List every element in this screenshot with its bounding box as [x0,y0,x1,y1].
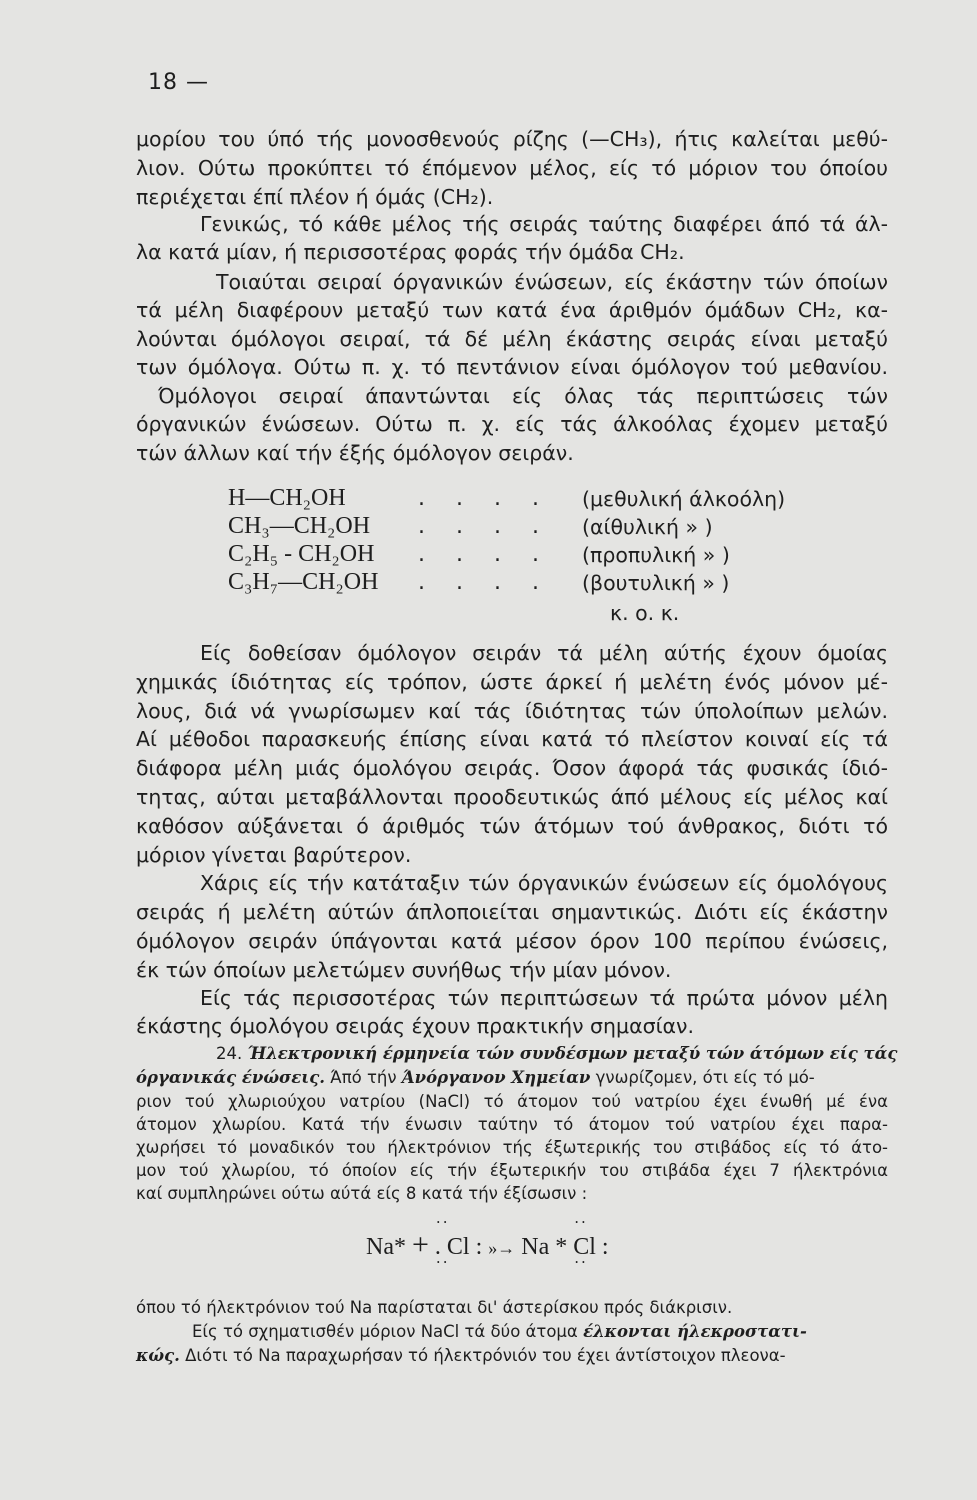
text-line: Γενικώς, τό κάθε μέλος τής σειράς ταύτης διαφέρει άπό τά άλ- [200,212,888,236]
text-line: λα κατά μίαν, ή περισσοτέρας φοράς τήν όμάδα CH₂. [136,240,685,264]
sodium-symbol: Na [521,1234,550,1260]
text-line: έκάστης όμολόγου σειράς έχουν πρακτικήν σημασίαν. [136,1014,695,1038]
text-line [192,1322,888,1341]
text-line: Τοιαύται σειραί όργανικών ένώσεων, είς έκάστην τών όποίων [216,270,888,294]
text-line: μορίου του ύπό τής μονοσθενούς ρίζης (—CH₃), ήτις καλείται μεθύ- [136,127,888,151]
text-line: χημικάς ίδιότητας είς τρόπον, ώστε άρκεί ή μελέτη ένός μόνον μέ- [136,670,888,694]
text-line: μον τού χλωρίου, τό όποίον είς τήν έξωτερικήν του στιβάδα έχει 7 ήλεκτρόνια [136,1161,888,1180]
formula-ethanol: CH₃—CH₂OH [228,513,371,539]
text-line: λους, διά νά γνωρίσωμεν καί τάς ίδιότητας τών ύπολοίπων μελών. [136,699,888,723]
sodium-symbol: Na* [366,1234,406,1260]
text-line: των όμόλογα. Ούτω π. χ. τό πεντάνιον είναι όμόλογον τού μεθανίου. [136,355,888,379]
text-line: Είς δοθείσαν όμόλογον σειράν τά μέλη αύτής έχουν όμοίας [200,641,888,665]
text-span: Είς τό σχηματισθέν μόριον NaCl τά δύο άτομα [192,1322,578,1341]
italic-term: έλκονται ήλεκροστατι- [583,1322,807,1341]
formula-methanol: H—CH₂OH [228,485,346,511]
section-number: 24. [216,1044,243,1063]
text-span: γνωρίζομεν, ότι είς τό μό- [595,1068,815,1087]
text-line: άτομον χλωρίου. Κατά τήν ένωσιν ταύτην τό άτομον τού νατρίου έχει παρα- [136,1115,888,1134]
compound-name: (προπυλική » ) [582,543,730,567]
leader-dots: . . . . [418,542,551,567]
compound-name: (βουτυλική » ) [582,571,730,595]
text-line: χωρήσει τό μοναδικόν του ήλεκτρόνιον τής έξωτερικής του στιβάδος είς τό άτο- [136,1138,888,1157]
text-line: λούνται όμόλογοι σειραί, τά δέ μέλη έκάστης σειράς είναι μεταξύ [136,327,888,351]
text-line: καί συμπληρώνει ούτω αύτά είς 8 κατά τήν έξίσωσιν : [136,1184,588,1203]
book-title: Άνόργανον Χημείαν [401,1068,591,1087]
series-end: κ. ο. κ. [610,601,680,625]
text-line: τά μέλη διαφέρουν μεταξύ των κατά ένα άριθμόν όμάδων CH₂, κα- [136,298,888,322]
text-line: καθόσον αύξάνεται ό άριθμός τών άτόμων τού άνθρακος, διότι τό [136,814,888,838]
leader-dots: . . . . [418,570,551,595]
text-line: Αί μέθοδοι παρασκευής έπίσης είναι κατά τό πλείστον κοιναί είς τά [136,727,888,751]
plus-sign: + [411,1228,429,1261]
section-title: Ήλεκτρονική έρμηνεία τών συνδέσμων μεταξύ τών άτόμων είς τάς [247,1044,898,1063]
compound-name: (αίθυλική » ) [582,515,713,539]
text-line: όπου τό ήλεκτρόνιον τού Na παρίσταται δι' άστερίσκου πρός διάκρισιν. [136,1298,733,1317]
formula-butanol: C₃H₇—CH₂OH [228,569,379,595]
text-line: Είς τάς περισσοτέρας τών περιπτώσεων τά πρώτα μόνον μέλη [200,986,888,1010]
text-line: μόριον γίνεται βαρύτερον. [136,843,412,867]
text-line: Χάρις είς τήν κατάταξιν τών όργανικών ένώσεων είς όμολόγους [200,871,888,895]
page-number: 18 — [148,70,209,95]
chloride-dot-structure: • • Cl : • • [573,1234,608,1261]
text-line [136,1346,888,1365]
reaction-arrow: »→ [488,1238,516,1258]
text-line: τητας, αύται μεταβάλλονται προοδευτικώς άπό μέλους είς μέλος καί [136,785,888,809]
leader-dots: . . . . [418,514,551,539]
text-line: όμόλογον σειράν ύπάγονται κατά μέσον όρον 100 περίπου ένώσεις, [136,929,888,953]
text-span: Διότι τό Na παραχωρήσαν τό ήλεκτρόνιόν του έχει άντίστοιχον πλεονα- [185,1346,786,1365]
electron-star: * [555,1234,568,1260]
text-line: σειράς ή μελέτη αύτών άπλοποιείται σημαντικώς. Διότι είς έκάστην [136,900,888,924]
italic-term: κώς. [136,1346,180,1365]
text-line [136,1068,888,1087]
text-line: λιον. Ούτω προκύπτει τό έπόμενον μέλος, είς τό μόριον του όποίου [136,156,888,180]
text-line: έκ τών όποίων μελετώμεν συνήθως τήν μίαν μόνον. [136,958,672,982]
text-line: περιέχεται έπί πλέον ή όμάς (CH₂). [136,185,494,209]
chlorine-dot-structure: • • . Cl : • • [435,1234,482,1261]
text-line: Όμόλογοι σειραί άπαντώνται είς όλας τάς περιπτώσεις τών [158,384,888,408]
text-span: Άπό τήν [330,1068,397,1087]
text-line: όργανικών ένώσεων. Ούτω π. χ. είς τάς άλκοόλας έχομεν μεταξύ [136,412,888,436]
section-heading [216,1044,898,1063]
leader-dots: . . . . [418,486,551,511]
section-title-cont: όργανικάς ένώσεις. [136,1068,326,1087]
text-line: τών άλλων καί τήν έξής όμόλογον σειράν. [136,441,574,465]
text-line: ριον τού χλωριούχου νατρίου (NaCl) τό άτομον τού νατρίου έχει ένωθή μέ ένα [136,1092,888,1111]
compound-name: (μεθυλική άλκοόλη) [582,487,786,511]
electron-dot-equation [366,1228,609,1262]
formula-propanol: C₂H₅ - CH₂OH [228,541,375,567]
text-line: διάφορα μέλη μιάς όμολόγου σειράς. Όσον άφορά τάς φυσικάς ίδιό- [136,756,888,780]
